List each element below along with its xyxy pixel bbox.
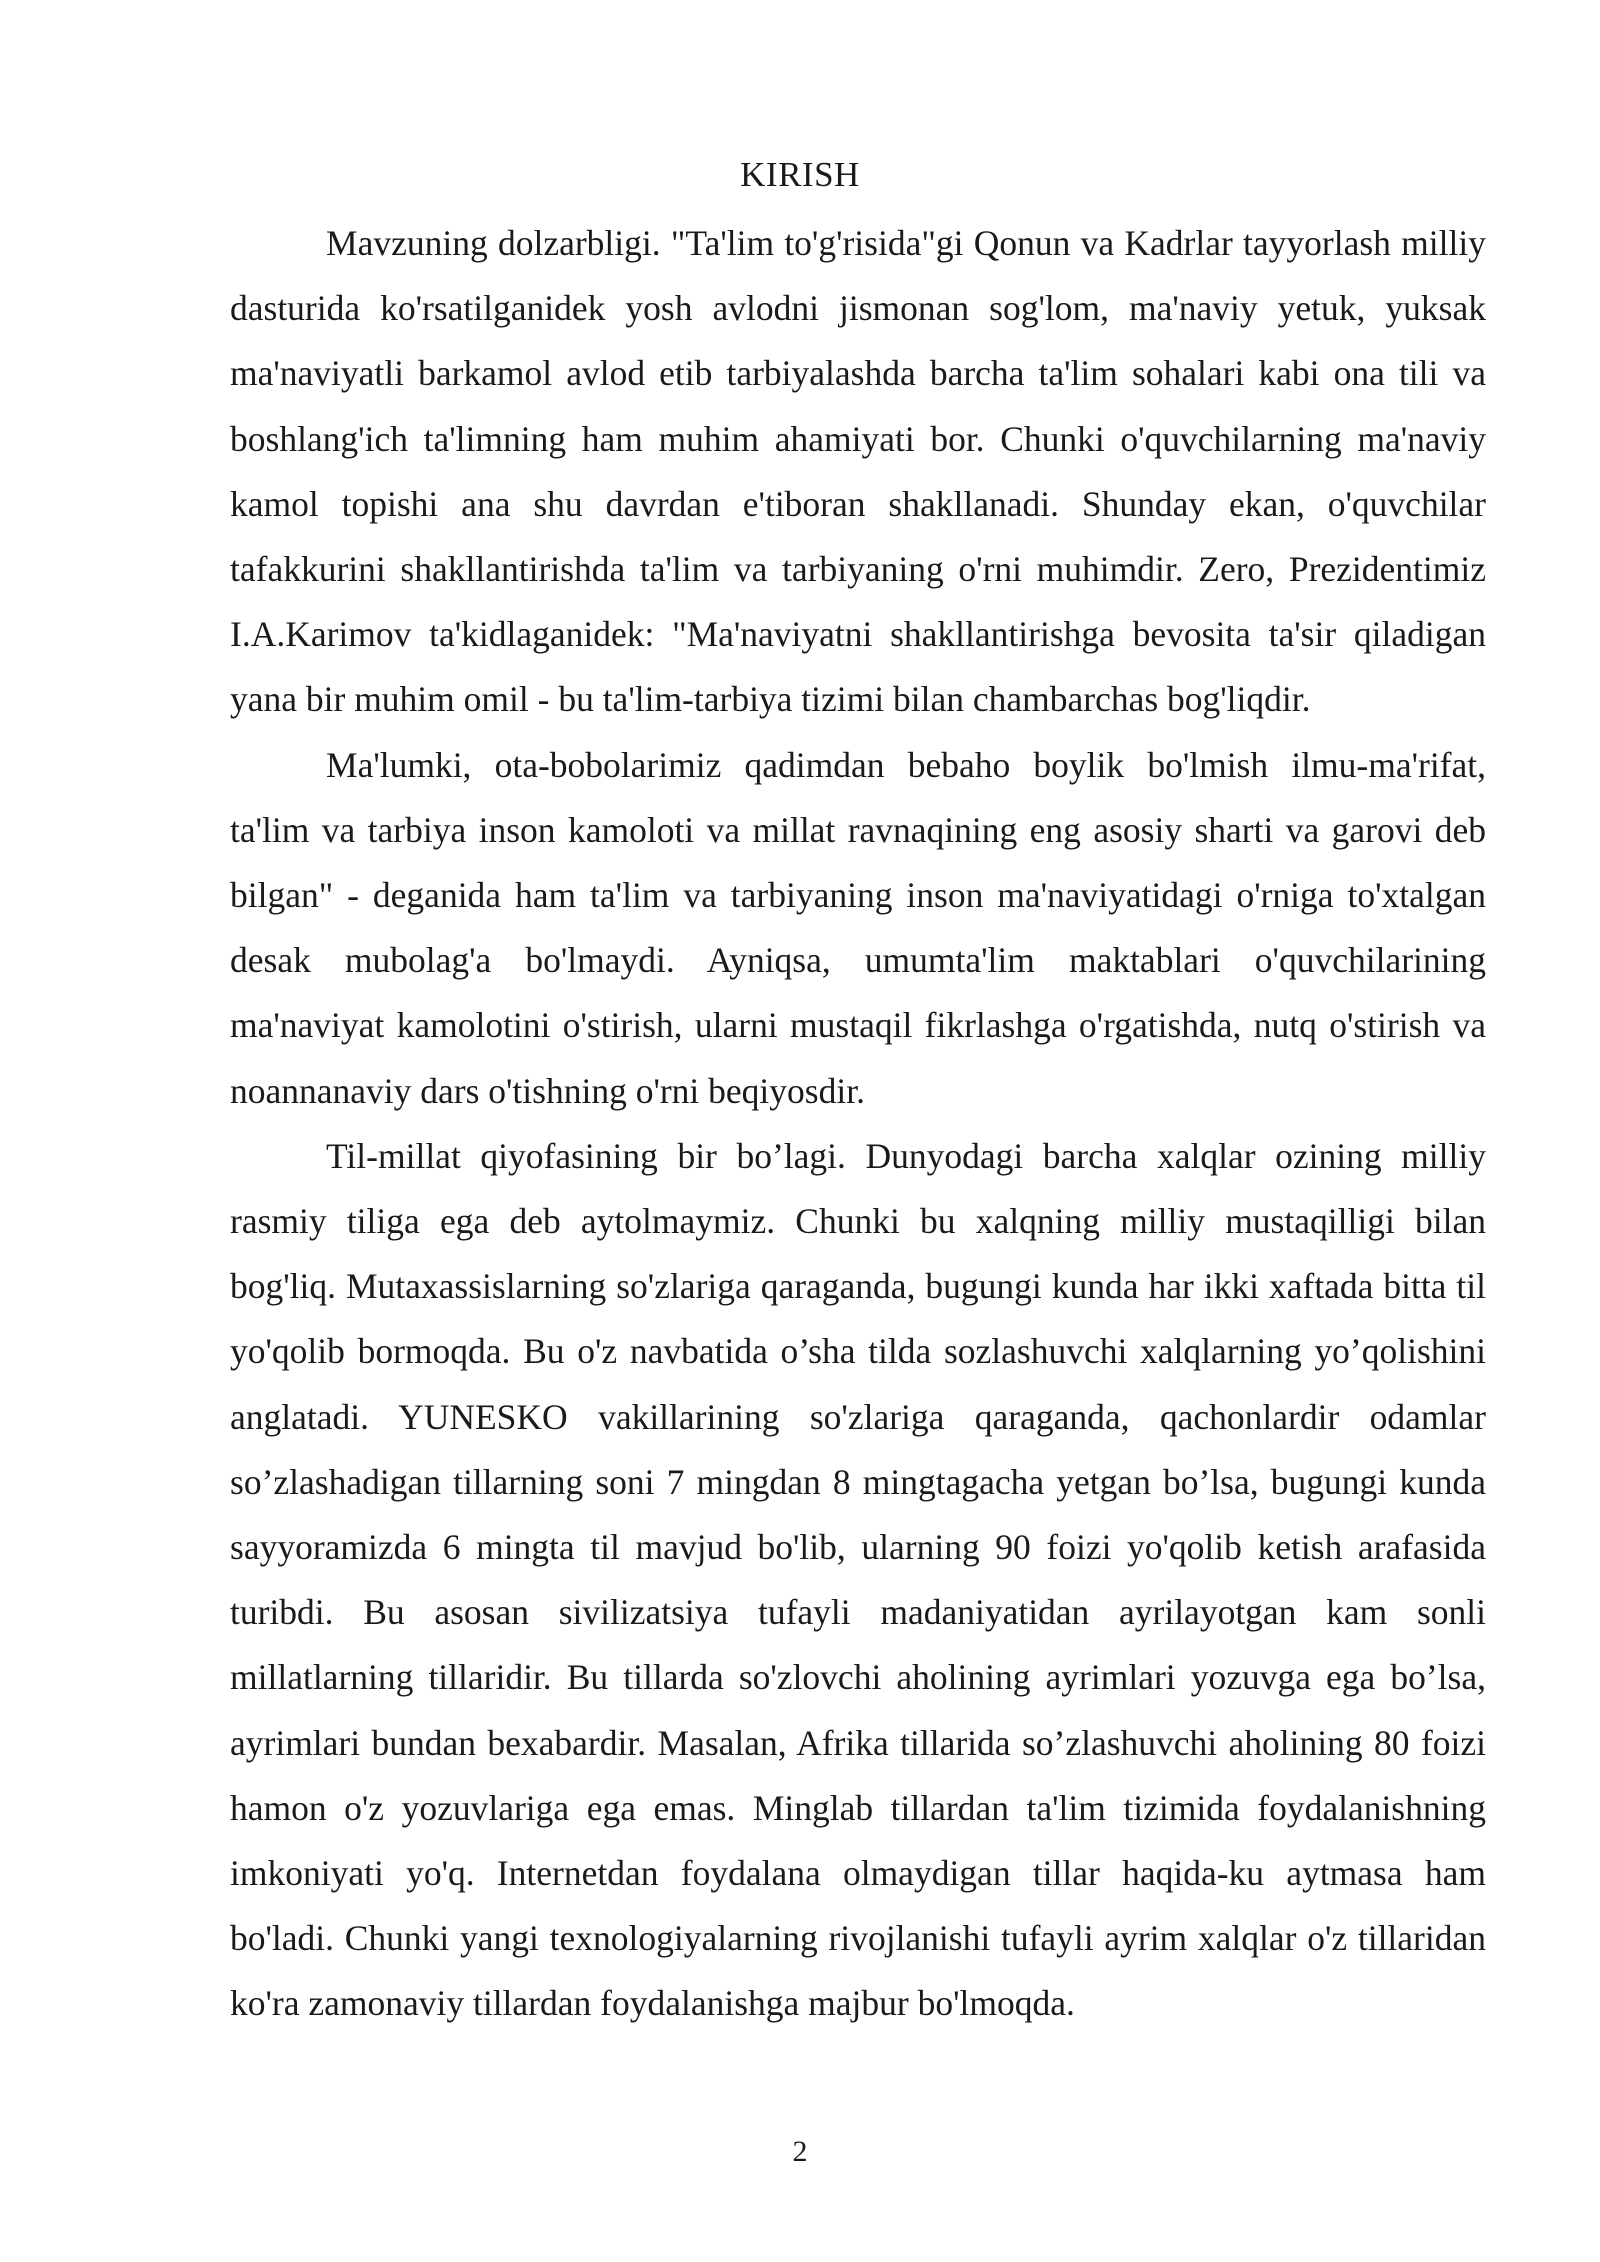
- body-text: [230, 211, 1486, 2037]
- paragraph: Ma'lumki, ota-bobolarimiz qadimdan bebaho boylik bo'lmish ilmu-ma'rifat, ta'lim va tarbiya inson kamoloti va millat ravnaqining eng asosiy sharti va garovi deb bilgan" - deganida ham ta'lim va tarbiyaning inson ma'naviyatidagi o'rniga to'xtalgan desak mubolag'a bo'lmaydi. Ayniqsa, umumta'lim maktablari o'quvchilarining ma'naviyat kamolotini o'stirish, ularni mustaqil fikrlashga o'rgatishda, nutq o'stirish va noannanaviy dars o'tishning o'rni beqiyosdir.: [230, 744, 1486, 1111]
- paragraph: Mavzuning dolzarbligi. "Ta'lim to'g'risida"gi Qonun va Kadrlar tayyorlash milliy dasturida ko'rsatilganidek yosh avlodni jismonan sog'lom, ma'naviy yetuk, yuksak ma'naviyatli barkamol avlod etib tarbiyalashda barcha ta'lim sohalari kabi ona tili va boshlang'ich ta'limning ham muhim ahamiyati bor. Chunki o'quvchilarning ma'naviy kamol topishi ana shu davrdan e'tiboran shakllanadi. Shunday ekan, o'quvchilar tafakkurini shakllantirishda ta'lim va tarbiyaning o'rni muhimdir. Zero, Prezidentimiz I.A.Karimov ta'kidlaganidek: "Ma'naviyatni shakllantirishga bevosita ta'sir qiladigan yana bir muhim omil - bu ta'lim-tarbiya tizimi bilan chambarchas bog'liqdir.: [230, 223, 1486, 720]
- paragraph: Til-millat qiyofasining bir bo’lagi. Dunyodagi barcha xalqlar ozining milliy rasmiy tiliga ega deb aytolmaymiz. Chunki bu xalqning milliy mustaqilligi bilan bog'liq. Mutaxassislarning so'zlariga qaraganda, bugungi kunda har ikki xaftada bitta til yo'qolib bormoqda. Bu o'z navbatida o’sha tilda sozlashuvchi xalqlarning yo’qolishini anglatadi. YUNESKO vakillarining so'zlariga qaraganda, qachonlardir odamlar so’zlashadigan tillarning soni 7 mingdan 8 mingtagacha yetgan bo’lsa, bugungi kunda sayyoramizda 6 mingta til mavjud bo'lib, ularning 90 foizi yo'qolib ketish arafasida turibdi. Bu asosan sivilizatsiya tufayli madaniyatidan ayrilayotgan kam sonli millatlarning tillaridir. Bu tillarda so'zlovchi aholining ayrimlari yozuvga ega bo’lsa, ayrimlari bundan bexabardir. Masalan, Afrika tillarida so’zlashuvchi aholining 80 foizi hamon o'z yozuvlariga ega emas. Minglab tillardan ta'lim tizimida foydalanishning imkoniyati yo'q. Internetdan foydalana olmaydigan tillar haqida-ku aytmasa ham bo'ladi. Chunki yangi texnologiyalarning rivojlanishi tufayli ayrim xalqlar o'z tillaridan ko'ra zamonaviy tillardan foydalanishga majbur bo'lmoqda.: [230, 1135, 1486, 2024]
- page-number: 2: [792, 2135, 808, 2168]
- page-title: KIRISH: [740, 155, 860, 194]
